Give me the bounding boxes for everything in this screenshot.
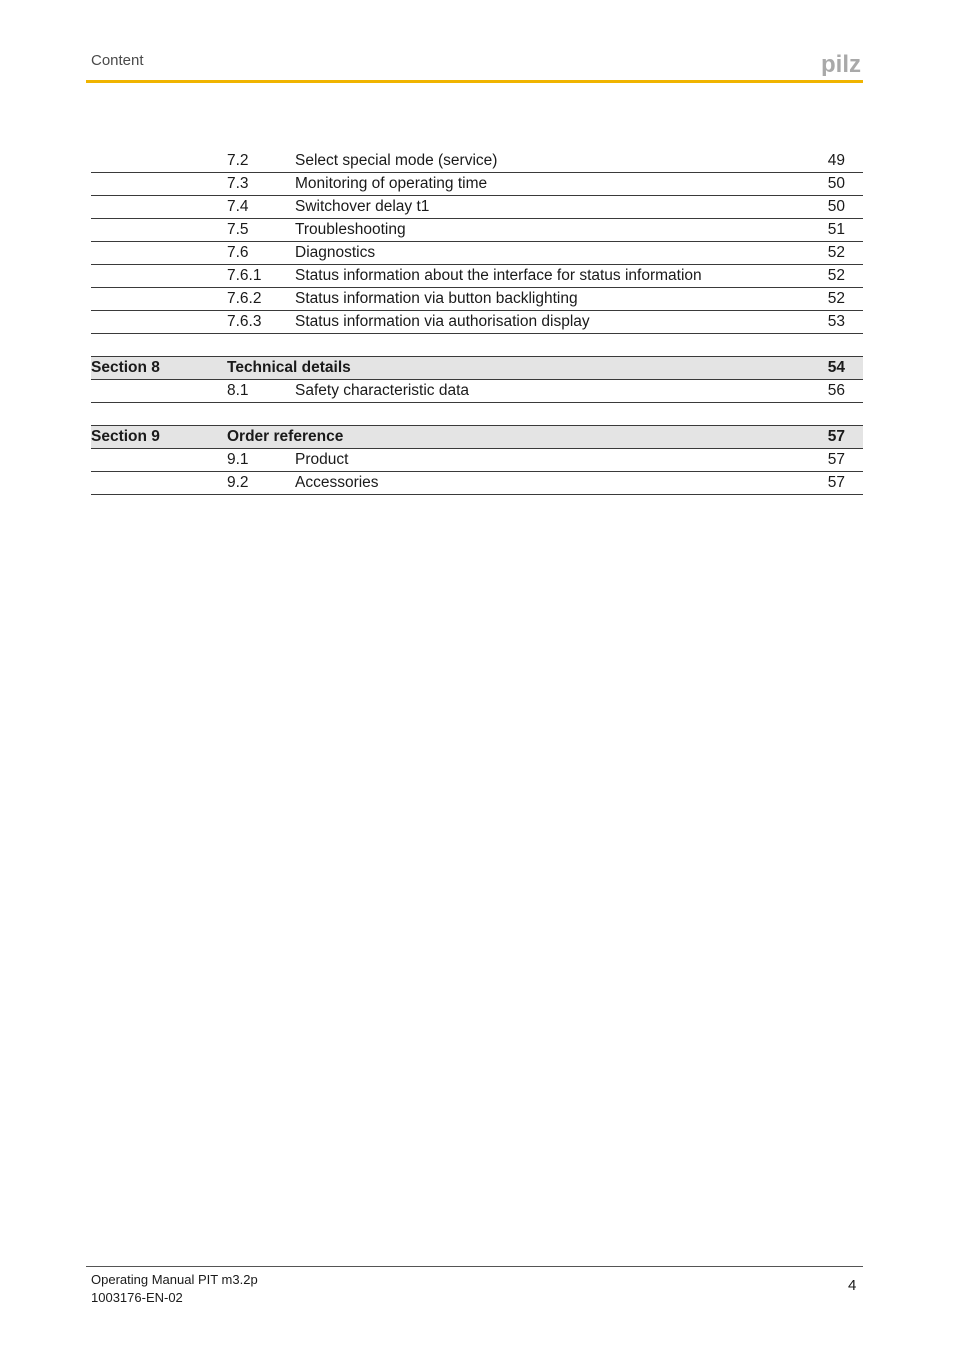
toc-page: 57 [827,451,845,468]
footer-manual-title: Operating Manual PIT m3.2p [91,1272,258,1287]
toc-row-7-6[interactable] [91,242,863,265]
footer-rule [86,1266,863,1267]
toc-title: Select special mode (service) [295,152,498,169]
section-label: Section 8 [91,359,160,376]
toc-title: Switchover delay t1 [295,198,430,215]
toc-row-7-6-1[interactable] [91,265,863,288]
toc-title: Status information about the interface for status information [295,267,702,284]
toc-section-8[interactable] [91,356,863,380]
section-page: 54 [827,359,845,376]
toc-number: 8.1 [227,382,249,399]
toc-page: 50 [827,198,845,215]
table-of-contents [91,150,863,495]
toc-page: 52 [827,290,845,307]
toc-title: Monitoring of operating time [295,175,488,192]
toc-page: 56 [827,382,845,399]
toc-title: Product [295,451,349,468]
toc-number: 7.6.3 [227,313,262,330]
toc-title: Diagnostics [295,244,376,261]
toc-row-7-2[interactable] [91,150,863,173]
toc-page: 52 [827,244,845,261]
toc-section-9[interactable] [91,425,863,449]
toc-number: 7.6 [227,244,249,261]
toc-page: 53 [827,313,845,330]
page-number: 4 [848,1277,857,1294]
section-label: Section 9 [91,428,160,445]
header-title: Content [91,52,144,69]
toc-row-9-1[interactable] [91,449,863,472]
toc-number: 9.1 [227,451,249,468]
toc-title: Status information via authorisation display [295,313,590,330]
toc-number: 7.6.2 [227,290,262,307]
toc-row-8-1[interactable] [91,380,863,403]
toc-page: 52 [827,267,845,284]
toc-row-7-6-3[interactable] [91,311,863,334]
toc-row-7-3[interactable] [91,173,863,196]
toc-row-7-4[interactable] [91,196,863,219]
pilz-logo [821,52,865,76]
toc-page: 51 [827,221,845,238]
section-page: 57 [827,428,845,445]
toc-row-7-5[interactable] [91,219,863,242]
svg-text:pilz: pilz [821,52,861,76]
toc-title: Accessories [295,474,379,491]
toc-title: Safety characteristic data [295,382,470,399]
toc-number: 7.4 [227,198,249,215]
toc-number: 7.3 [227,175,249,192]
toc-row-9-2[interactable] [91,472,863,495]
toc-page: 50 [827,175,845,192]
toc-title: Troubleshooting [295,221,406,238]
toc-title: Status information via button backlighting [295,290,578,307]
toc-number: 7.5 [227,221,249,238]
header-rule [86,80,863,83]
footer-doc-number: 1003176-EN-02 [91,1290,183,1305]
section-title: Technical details [227,359,351,376]
toc-spacer [91,334,863,356]
section-title: Order reference [227,428,344,445]
toc-number: 9.2 [227,474,249,491]
toc-spacer [91,403,863,425]
toc-row-7-6-2[interactable] [91,288,863,311]
toc-page: 49 [827,152,845,169]
toc-number: 7.6.1 [227,267,262,284]
toc-page: 57 [827,474,845,491]
toc-number: 7.2 [227,152,249,169]
